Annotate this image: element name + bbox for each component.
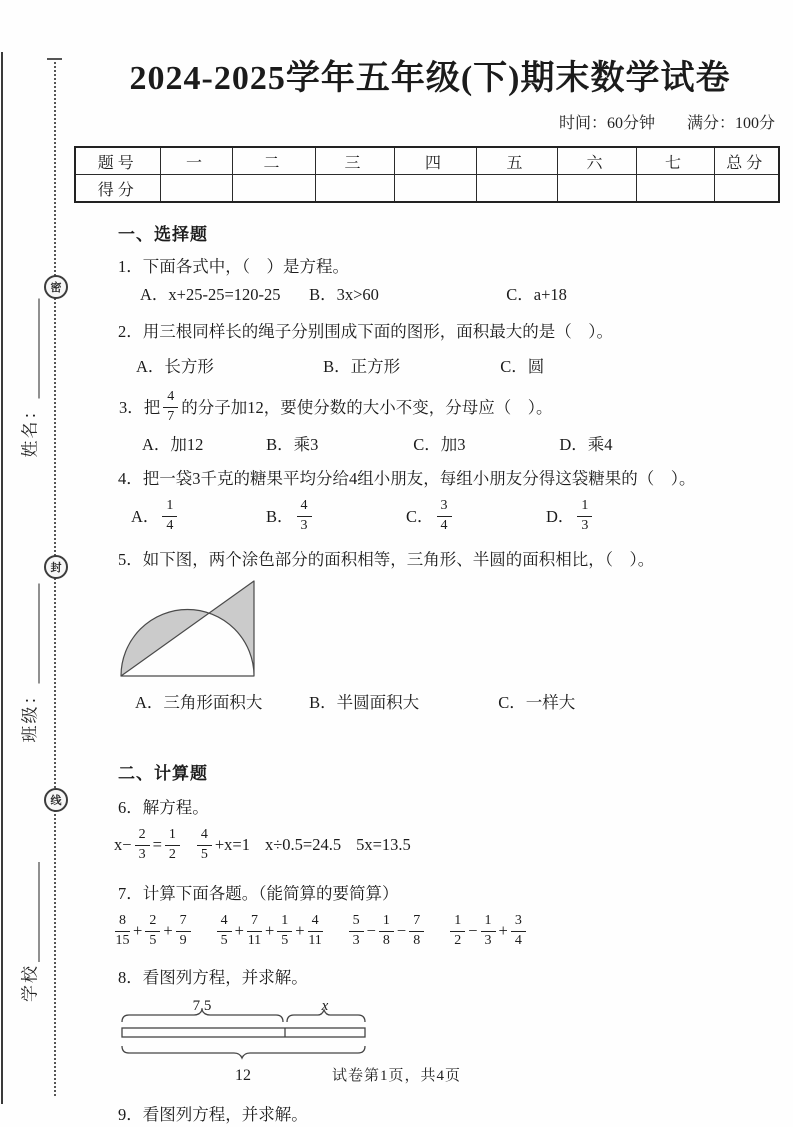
score-cell [394,175,476,203]
math-text: 的分子加12，要使分数的大小不变，分母应（ ）。 [181,397,553,417]
fraction: $\frac{1}{3}$ [481,913,496,948]
question-9-text: 9．看图列方程，并求解。 [118,1105,308,1124]
class-label: 班级： [20,685,40,743]
option-c: C．圆 [500,357,545,376]
score-table-cell: 四 [394,147,476,175]
fraction: $\frac{4}{7}$ [163,389,178,424]
score-table-header-row [75,147,779,175]
option-a: A．加12 [142,435,204,454]
math-text: + [133,921,143,940]
math-text: D． [546,506,575,526]
fraction: $\frac{4}{11}$ [308,913,322,948]
fraction: $\frac{7}{9}$ [176,913,191,948]
score-cell [636,175,714,203]
math-text: 3．把 [119,397,161,417]
equation [264,835,342,855]
expression [215,913,325,948]
expression [347,913,427,948]
fraction: $\frac{1}{5}$ [277,913,292,948]
score-cell [714,175,779,203]
score-table-cell: 五 [476,147,557,175]
fraction: $\frac{2}{3}$ [135,827,150,862]
math-text: + [295,921,305,940]
school-blank-line [22,862,40,962]
score-table-cell: 三 [315,147,394,175]
question-2-options [118,354,775,379]
question-3-options [118,432,775,457]
class-field [16,584,41,743]
question-1-options [118,282,775,307]
bar-part1-label: 7.5 [192,998,212,1014]
math-text: − [396,921,407,940]
exam-meta [85,110,775,133]
option-b: B．半圆面积大 [309,693,420,712]
math-text: + [264,921,275,940]
math-text: + [234,921,244,940]
math-text: + [498,921,508,940]
fraction: $\frac{1}{4}$ [162,498,177,533]
fraction: $\frac{4}{5}$ [197,827,212,862]
option-a: A．x+25-25=120-25 [140,285,281,304]
score-cell [476,175,557,203]
score-row-label: 得分 [75,175,160,203]
name-field [16,299,41,458]
page-title: 2024-2025学年五年级(下)期末数学试卷 [129,60,731,97]
score-table-cell: 二 [232,147,315,175]
question-5-options [118,690,775,715]
score-cell [232,175,315,203]
scan-edge-line [1,52,3,1104]
fraction: $\frac{8}{15}$ [115,913,130,948]
name-label: 姓名： [20,400,40,458]
math-text: = [152,835,162,854]
bar-rect [122,1028,365,1037]
score-table [74,146,780,203]
brace-over-part1 [122,1010,283,1022]
question-7-expressions [113,910,775,952]
fraction: $\frac{1}{8}$ [379,913,394,948]
question-8-text: 8．看图列方程，并求解。 [118,968,308,987]
option-b: B．3x>60 [309,285,379,304]
score-cell [315,175,394,203]
score-table-score-row [75,175,779,203]
full-score-text: 满分：100分 [686,115,775,132]
question-6-text: 6．解方程。 [118,798,209,817]
math-text: − [468,921,478,940]
option-b [265,498,405,533]
seal-badge-mi: 密 [44,275,68,299]
score-table-cell: 七 [636,147,714,175]
question-1-text: 1．下面各式中，（ ）是方程。 [118,257,349,276]
math-text: + [163,921,173,940]
fraction: $\frac{2}{5}$ [145,913,160,948]
fraction: $\frac{3}{4}$ [437,498,452,533]
option-b: B．正方形 [323,357,401,376]
seal-line-top-tick [47,58,62,60]
fraction: $\frac{7}{8}$ [409,913,424,948]
option-b: B．乘3 [266,435,319,454]
section-title-calculation: 二、计算题 [118,764,208,783]
score-table-cell: 一 [160,147,232,175]
question-4-options [118,496,775,536]
question-2-text: 2．用三根同样长的绳子分别围成下面的图形，面积最大的是（ ）。 [118,322,613,341]
question-7-text: 7．计算下面各题。（能简算的要简算） [118,884,399,903]
option-d: D．乘4 [559,435,613,454]
fraction: $\frac{1}{2}$ [450,913,465,948]
math-text: +x=1 [214,835,250,854]
option-c: C．a+18 [506,285,567,304]
score-cell [160,175,232,203]
fraction: $\frac{4}{3}$ [297,498,312,533]
school-label: 学校 [20,964,40,1002]
fraction: $\frac{5}{3}$ [349,913,364,948]
option-a: A．三角形面积大 [135,693,263,712]
fraction: $\frac{7}{11}$ [247,913,262,948]
school-field [16,862,41,1002]
option-a: A．长方形 [136,357,214,376]
time-limit-text: 时间：60分钟 [558,115,655,132]
score-cell [557,175,636,203]
bar-part2-label: x [321,998,329,1014]
math-text: x− [114,835,132,854]
option-c: C．加3 [413,435,466,454]
seal-badge-feng: 封 [44,555,68,579]
seal-badge-xian: 线 [44,788,68,812]
option-a [130,498,265,533]
question-4-text: 4．把一袋3千克的糖果平均分给4组小朋友，每组小朋友分得这袋糖果的（ ）。 [118,469,696,488]
option-d [545,498,594,533]
class-blank-line [22,584,40,684]
fraction: $\frac{1}{2}$ [165,827,180,862]
option-c: C．一样大 [498,693,576,712]
score-table-cell: 题号 [75,147,160,175]
math-text: C． [406,506,434,526]
question-5-text: 5．如下图，两个涂色部分的面积相等，三角形、半圆的面积相比，（ ）。 [118,550,655,569]
math-text: 5x=13.5 [356,835,411,854]
page-footer: 试卷第1页，共4页 [331,1068,461,1084]
score-table-cell: 总分 [714,147,779,175]
section-title-choice: 一、选择题 [118,225,208,244]
question-3-text [118,385,775,429]
expression [448,913,528,948]
math-text: − [366,921,376,940]
fraction: $\frac{4}{5}$ [217,913,232,948]
exam-body [85,0,775,1127]
math-text: x÷0.5=24.5 [265,835,342,854]
brace-under-total [122,1046,365,1058]
option-c [405,498,545,533]
equation [113,827,182,862]
fraction: $\frac{1}{3}$ [577,498,592,533]
fraction: $\frac{3}{4}$ [511,913,526,948]
math-text: A． [131,506,160,526]
question-6-equations [113,824,775,866]
equation [355,835,412,855]
score-table-cell: 六 [557,147,636,175]
semicircle-triangle-figure [118,576,260,680]
equation [195,827,251,862]
name-blank-line [22,299,40,399]
math-text: B． [266,506,294,526]
choice-questions [85,254,775,715]
bar-total-label: 12 [235,1067,251,1084]
expression [113,913,193,948]
